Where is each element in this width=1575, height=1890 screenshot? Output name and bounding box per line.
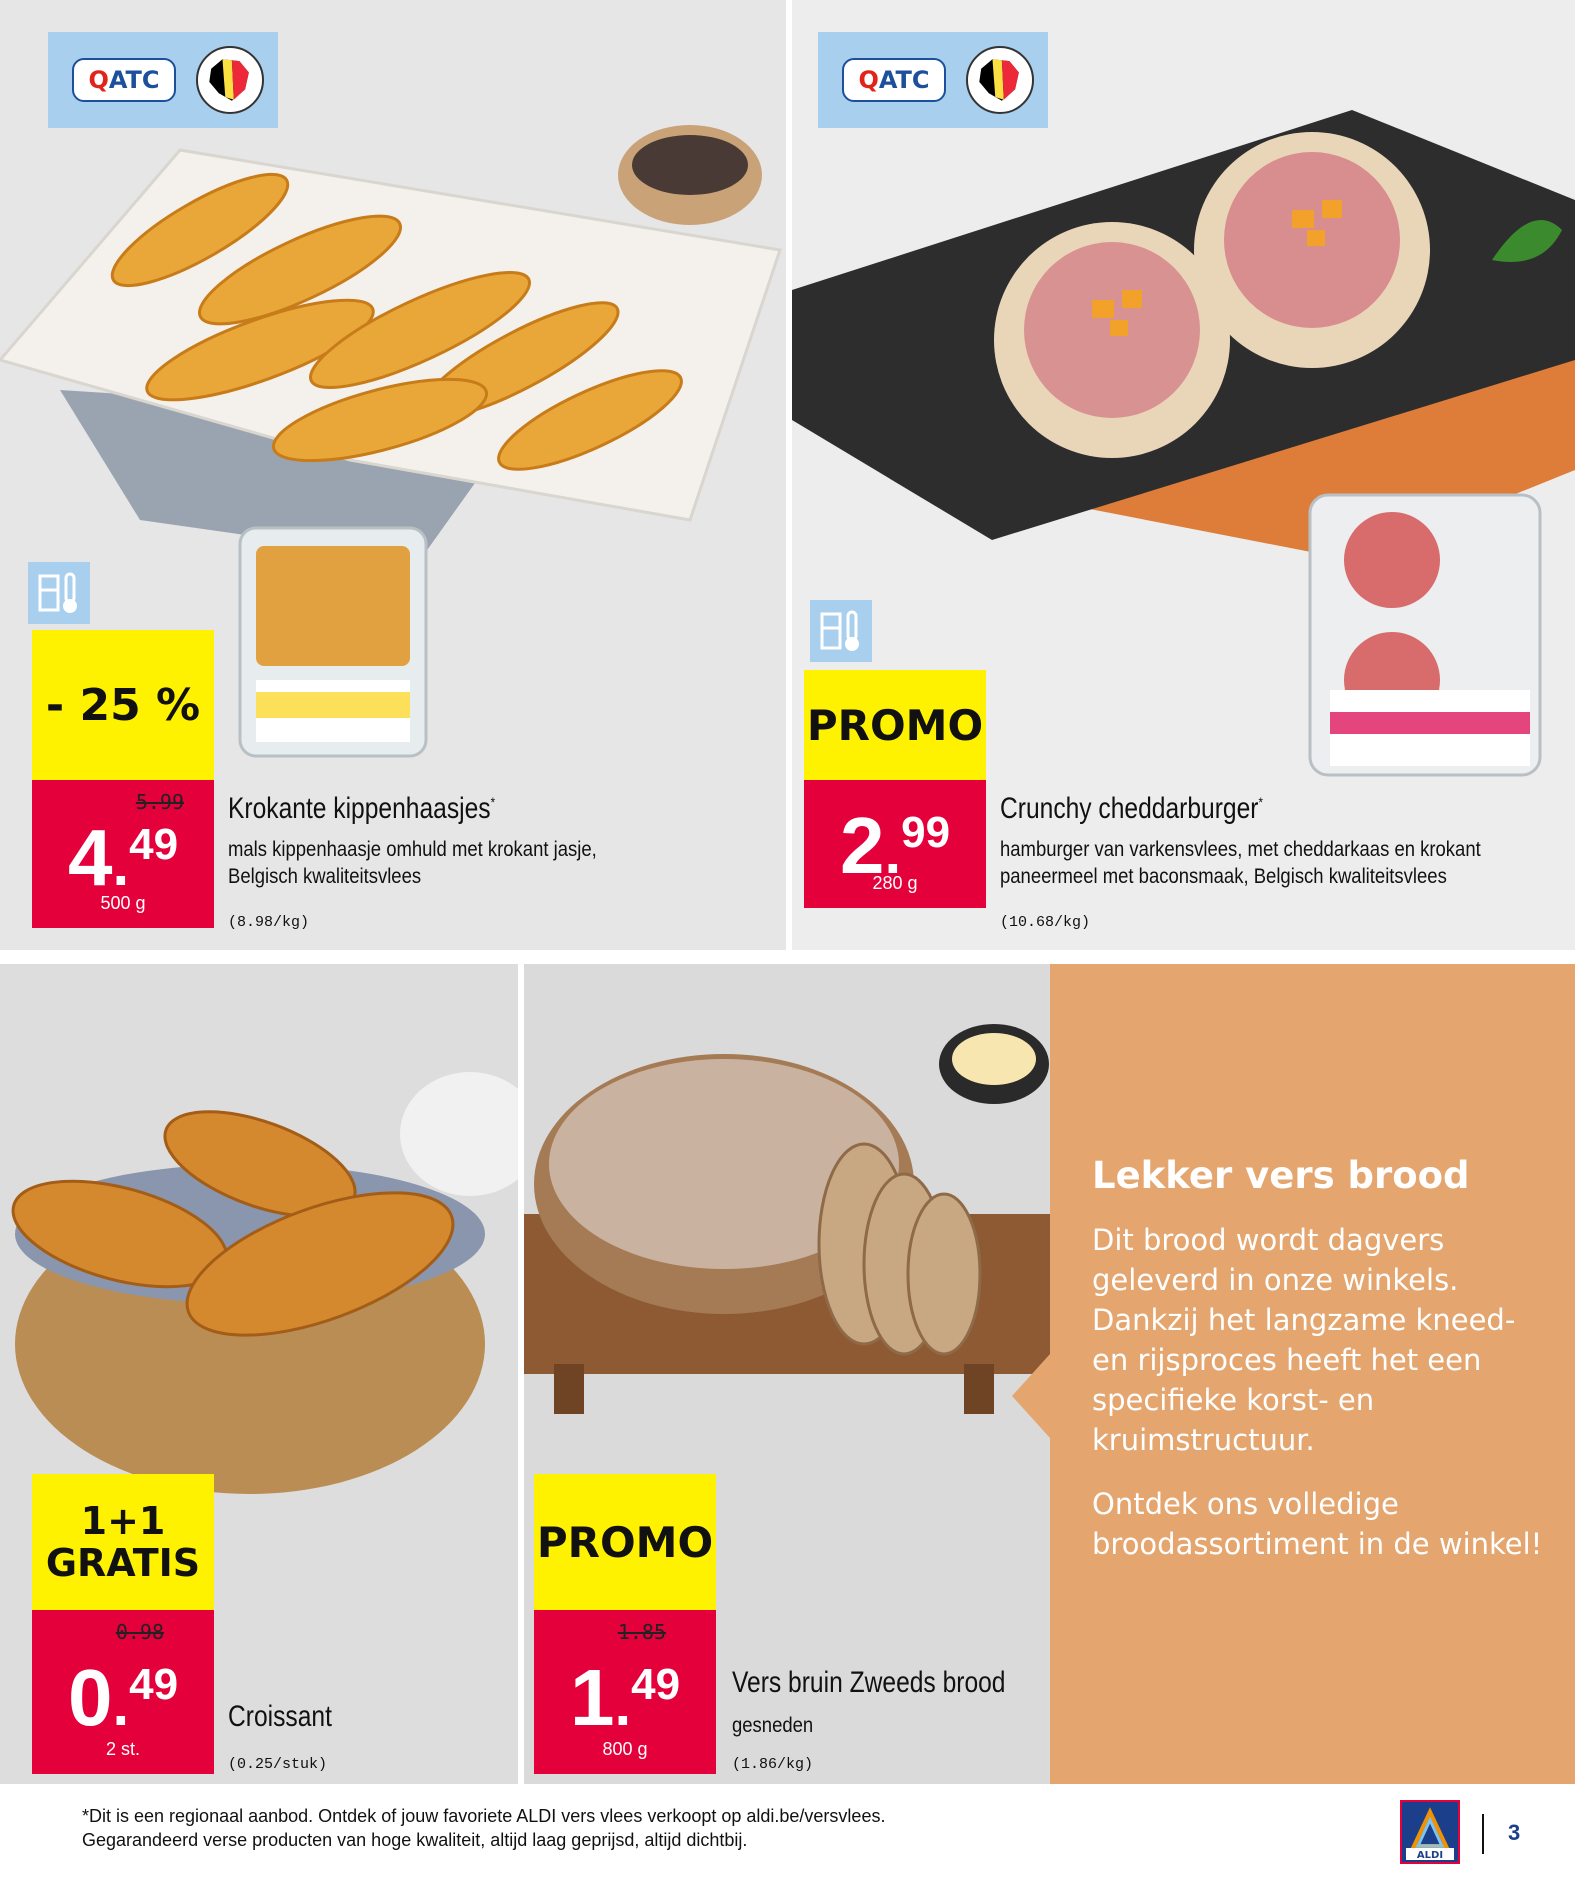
unit-price: (8.98/kg) (228, 914, 310, 931)
fridge-thermometer-icon (810, 600, 872, 662)
aldi-brand-text: ALDI (1416, 1850, 1444, 1861)
page-number: 3 (1508, 1820, 1521, 1845)
current-price: 4.49 (67, 813, 179, 902)
price-tag (804, 670, 986, 908)
price-tag (32, 630, 214, 928)
product-panel-croissant[interactable] (0, 964, 518, 1784)
promo-badge: PROMO (534, 1474, 716, 1610)
aldi-logo-icon (1400, 1800, 1460, 1864)
atc-label (818, 32, 1048, 128)
product-title: Croissant (228, 1700, 332, 1733)
product-description: gesneden (732, 1714, 814, 1737)
discount-badge: - 25 % (32, 630, 214, 780)
quantity: 800 g (602, 1739, 648, 1759)
bread-info-block (1050, 964, 1575, 1784)
price-tag (534, 1474, 716, 1774)
info-heading: Lekker vers brood (1092, 1154, 1470, 1197)
product-panel-chicken[interactable] (0, 0, 786, 950)
info-pointer (1012, 1354, 1050, 1438)
price-tag (32, 1474, 214, 1774)
product-description: hamburger van varkensvlees, met cheddarkaas en krokant paneermeel met baconsmaak, Belgisch kwaliteitsvlees (1000, 838, 1481, 888)
footer-disclaimer: *Dit is een regionaal aanbod. Ontdek of jouw favoriete ALDI vers vlees verkoopt op aldi.be/versvlees. (82, 1806, 886, 1826)
price-block (32, 1610, 214, 1774)
promo-badge: PROMO (804, 670, 986, 780)
current-price: 1.49 (569, 1653, 681, 1742)
atc-q-icon: Q (858, 66, 879, 94)
price-block (804, 780, 986, 908)
product-title: Vers bruin Zweeds brood (732, 1666, 1006, 1699)
old-price: 0.98 (115, 1620, 164, 1644)
fridge-thermometer-icon (28, 562, 90, 624)
product-panel-bread[interactable] (524, 964, 1050, 1784)
price-block (534, 1610, 716, 1774)
footer-tagline: Gegarandeerd verse producten van hoge kwaliteit, altijd laag geprijsd, altijd dichtbij. (82, 1830, 748, 1850)
product-panel-burger[interactable] (792, 0, 1575, 950)
quantity: 500 g (100, 893, 146, 913)
unit-price: (0.25/stuk) (228, 1756, 328, 1773)
current-price: 0.49 (67, 1653, 179, 1742)
old-price: 1.85 (617, 1620, 666, 1644)
unit-price: (10.68/kg) (1000, 914, 1091, 931)
footer-separator (1482, 1814, 1484, 1854)
deal-badge: 1+1 GRATIS (32, 1474, 214, 1610)
atc-logo: QATC (842, 58, 946, 102)
product-title: Krokante kippenhaasjes* (228, 792, 496, 825)
product-title: Crunchy cheddarburger* (1000, 792, 1263, 825)
product-description: mals kippenhaasje omhuld met krokant jasje, Belgisch kwaliteitsvlees (228, 838, 597, 888)
current-price: 2.99 (839, 801, 951, 890)
unit-price: (1.86/kg) (732, 1756, 814, 1773)
atc-q-icon: Q (88, 66, 109, 94)
quantity: 2 st. (105, 1739, 140, 1759)
belgium-map-icon (196, 46, 264, 114)
quantity: 280 g (872, 873, 918, 893)
atc-logo: QATC (72, 58, 176, 102)
info-cta: Ontdek ons volledige broodassortiment in de winkel! (1092, 1487, 1543, 1561)
belgium-map-icon (966, 46, 1034, 114)
price-block (32, 780, 214, 928)
atc-label (48, 32, 278, 128)
old-price: 5.99 (135, 790, 184, 814)
info-body: Dit brood wordt dagvers geleverd in onze winkels. Dankzij het langzame kneed- en rijsproces heeft het een specifieke korst- en kruimstructuur. (1092, 1223, 1516, 1457)
